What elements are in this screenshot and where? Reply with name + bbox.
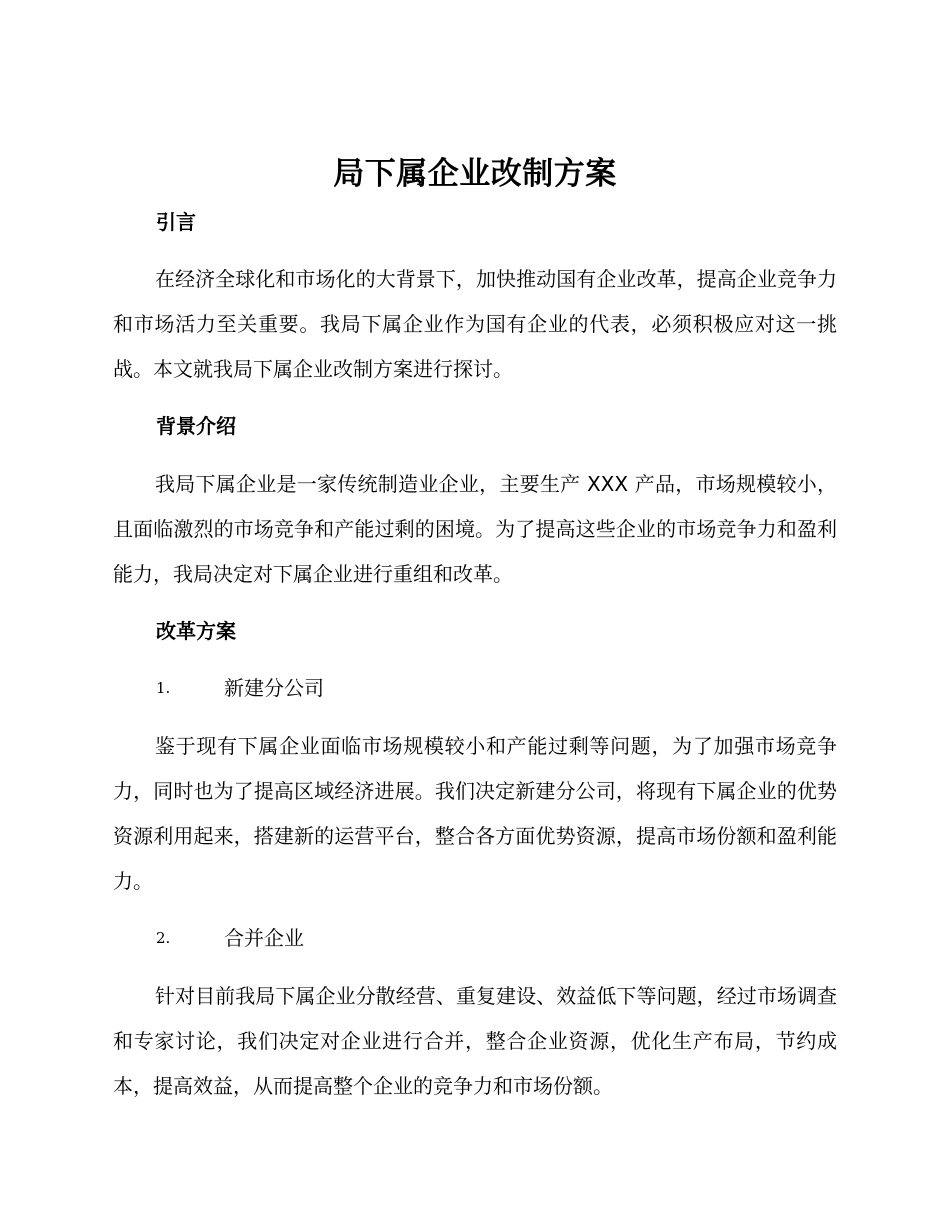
paragraph-new-branch: 鉴于现有下属企业面临市场规模较小和产能过剩等问题，为了加强市场竞争力，同时也为了提高区域经济进展。我们决定新建分公司，将现有下属企业的优势资源利用起来，搭建新的运营平台，整合各方面优势资源，提高市场份额和盈利能力。 [113,734,837,893]
section-heading-background: 背景介绍 [156,414,236,438]
list-number: 1. [156,679,171,697]
list-number: 2. [156,929,171,947]
paragraph-background: 我局下属企业是一家传统制造业企业，主要生产 XXX 产品，市场规模较小，且面临激烈的市场竞争和产能过剩的困境。为了提高这些企业的市场竞争力和盈利能力，我局决定对下属企业进行重组和改革。 [113,472,837,586]
paragraph-merge-enterprises: 针对目前我局下属企业分散经营、重复建设、效益低下等问题，经过市场调查和专家讨论，我们决定对企业进行合并，整合企业资源，优化生产布局，节约成本，提高效益，从而提高整个企业的竞争力和市场份额。 [113,984,837,1098]
list-label: 新建分公司 [224,676,324,700]
list-label: 合并企业 [224,926,304,950]
section-heading-reform-plan: 改革方案 [156,619,236,643]
section-heading-intro: 引言 [156,210,196,234]
document-title: 局下属企业改制方案 [333,156,617,192]
paragraph-intro: 在经济全球化和市场化的大背景下，加快推动国有企业改革，提高企业竞争力和市场活力至关重要。我局下属企业作为国有企业的代表，必须积极应对这一挑战。本文就我局下属企业改制方案进行探讨。 [113,267,837,381]
